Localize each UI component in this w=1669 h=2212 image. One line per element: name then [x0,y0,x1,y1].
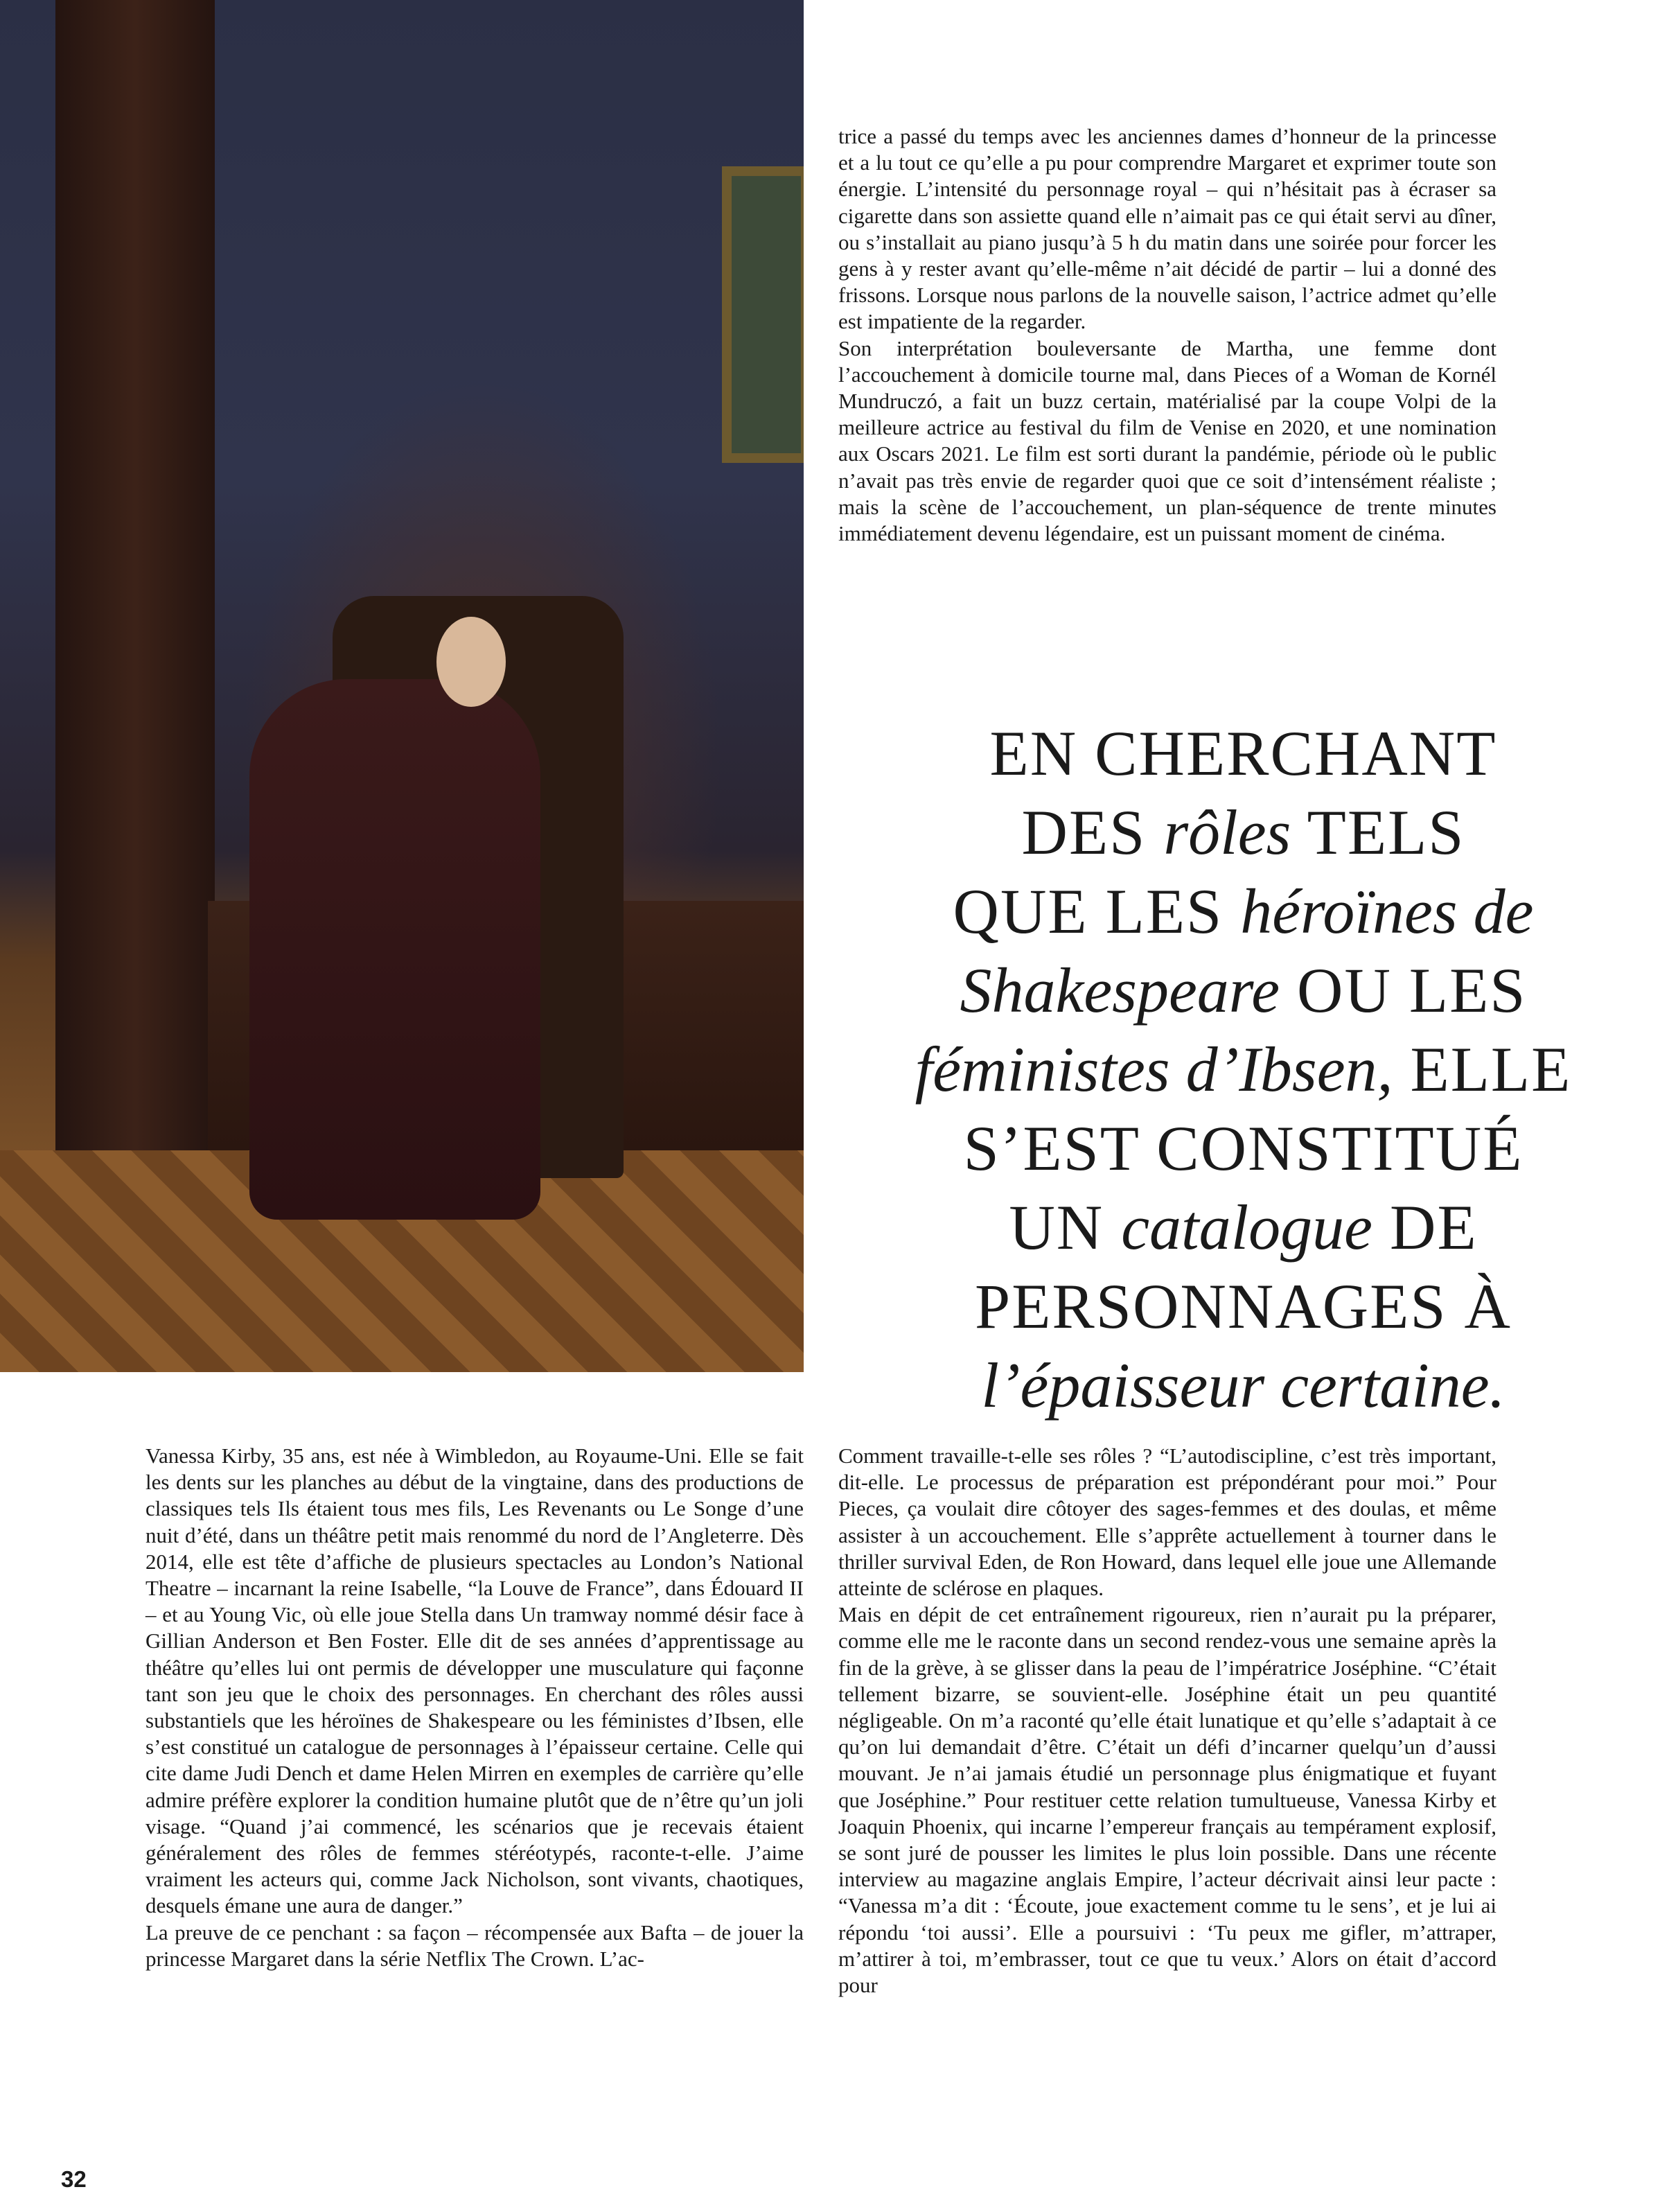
photo-door [55,0,215,1150]
pull-quote-line: QUE LES héroïnes de [953,876,1534,947]
paragraph: Comment travaille-t-elle ses rôles ? “L’autodiscipline, c’est très important, dit-elle. Le processus de préparation est prépondérant pour moi.” Pour Pieces, ça voulait dire côtoyer des sages-femmes et des doulas, et même assister à un accouchement. Elle s’apprête actuellement à tourner dans le thriller survival Eden, de Ron Howard, dans lequel elle joue une Allemande atteinte de sclérose en plaques. [838,1443,1496,1601]
right-column-top [838,123,1496,547]
pull-quote-line: PERSONNAGES À [975,1271,1512,1342]
photo-seated-woman [249,679,540,1220]
paragraph: trice a passé du temps avec les anciennes dames d’honneur de la princesse et a lu tout ce qu’elle a pu pour comprendre Margaret et exprimer toute son énergie. L’intensité du personnage royal – qui n’hésitait pas à écraser sa cigarette dans son assiette quand elle n’aimait pas ce qui était servi au dîner, ou s’installait au piano jusqu’à 5 h du matin dans une soirée pour forcer les gens à y rester avant qu’elle-même n’ait décidé de partir – lui a donné des frissons. Lorsque nous parlons de la nouvelle saison, l’actrice admet qu’elle est impatiente de la regarder. [838,124,1496,334]
portrait-photo [0,0,804,1372]
pull-quote-line: l’épaisseur certaine. [981,1350,1505,1421]
photo-woman-head [436,617,506,707]
left-column-bottom [145,1443,804,1972]
paragraph: Son interprétation bouleversante de Martha, une femme dont l’accouchement à domicile tourne mal, dans Pieces of a Woman de Kornél Mundruczó, a fait un buzz certain, matérialisé par la coupe Volpi de la meilleure actrice au festival du film de Venise en 2020, et une nomination aux Oscars 2021. Le film est sorti durant la pandémie, période où le public n’avait pas très envie de regarder quoi que ce soit d’intensément réaliste ; mais la scène de l’accouchement, un plan-séquence de trente minutes immédiatement devenu légendaire, est un puissant moment de cinéma. [838,335,1496,546]
pull-quote-line: DES rôles TELS [1021,797,1465,868]
pull-quote [818,714,1669,1425]
pull-quote-line: EN CHERCHANT [989,718,1497,789]
paragraph: Mais en dépit de cet entraînement rigoureux, rien n’aurait pu la préparer, comme elle me le raconte dans un second rendez-vous une semaine après la fin de la grève, à se glisser dans la peau de l’impératrice Joséphine. “C’était tellement bizarre, se souvient-elle. Joséphine était un peu quantité négligeable. On m’a raconté qu’elle était lunatique et qu’elle s’adaptait à ce qu’on lui demandait d’être. C’était un défi d’incarner quelqu’un d’aussi mouvant. Je n’ai jamais étudié un personnage plus énigmatique et fuyant que Joséphine.” Pour restituer cette relation tumultueuse, Vanessa Kirby et Joaquin Phoenix, qui incarne l’empereur français au tempérament explosif, se sont juré de pousser les limites le plus loin possible. Dans une récente interview au magazine anglais Empire, l’acteur décrivait ainsi leur pacte : “Vanessa m’a dit : ‘Écoute, joue exactement comme tu le sens’, et je lui ai répondu ‘toi aussi’. Elle a poursuivi : ‘Tu peux me gifler, m’attraper, m’attirer à toi, m’embrasser, tout ce que tu veux.’ Alors on était d’accord pour [838,1602,1496,1998]
right-column-bottom [838,1443,1496,1999]
pull-quote-line: féministes d’Ibsen, ELLE [915,1034,1572,1105]
page-number: 32 [61,2166,87,2192]
paragraph: La preuve de ce penchant : sa façon – récompensée aux Bafta – de jouer la princesse Margaret dans la série Netflix The Crown. L’ac- [145,1920,804,1971]
paragraph: Vanessa Kirby, 35 ans, est née à Wimbledon, au Royaume-Uni. Elle se fait les dents sur les planches au début de la vingtaine, dans des productions de classiques tels Ils étaient tous mes fils, Les Revenants ou Le Songe d’une nuit d’été, dans un théâtre petit mais renommé du nord de l’Angleterre. Dès 2014, elle est tête d’affiche de plusieurs spectacles au London’s National Theatre – incarnant la reine Isabelle, “la Louve de France”, dans Édouard II – et au Young Vic, où elle joue Stella dans Un tramway nommé désir face à Gillian Anderson et Ben Foster. Elle dit de ses années d’apprentissage au théâtre qu’elles lui ont permis de développer une musculature qui façonne tant son jeu que le choix des personnages. En cherchant des rôles aussi substantiels que les héroïnes de Shakespeare ou les féministes d’Ibsen, elle s’est constitué un catalogue de personnages à l’épaisseur certaine. Celle qui cite dame Judi Dench et dame Helen Mirren en exemples de carrière qu’elle admire préfère explorer la condition humaine plutôt que de n’être qu’un joli visage. “Quand j’ai commencé, les scénarios que je recevais étaient généralement des rôles de femmes stéréotypés, raconte-t-elle. J’aime vraiment les acteurs qui, comme Jack Nicholson, sont vivants, chaotiques, desquels émane une aura de danger.” [145,1443,804,1918]
pull-quote-line: Shakespeare OU LES [960,955,1527,1026]
pull-quote-line: S’EST CONSTITUÉ [963,1113,1524,1184]
pull-quote-line: UN catalogue DE [1009,1192,1478,1263]
photo-painting-frame [722,166,804,463]
